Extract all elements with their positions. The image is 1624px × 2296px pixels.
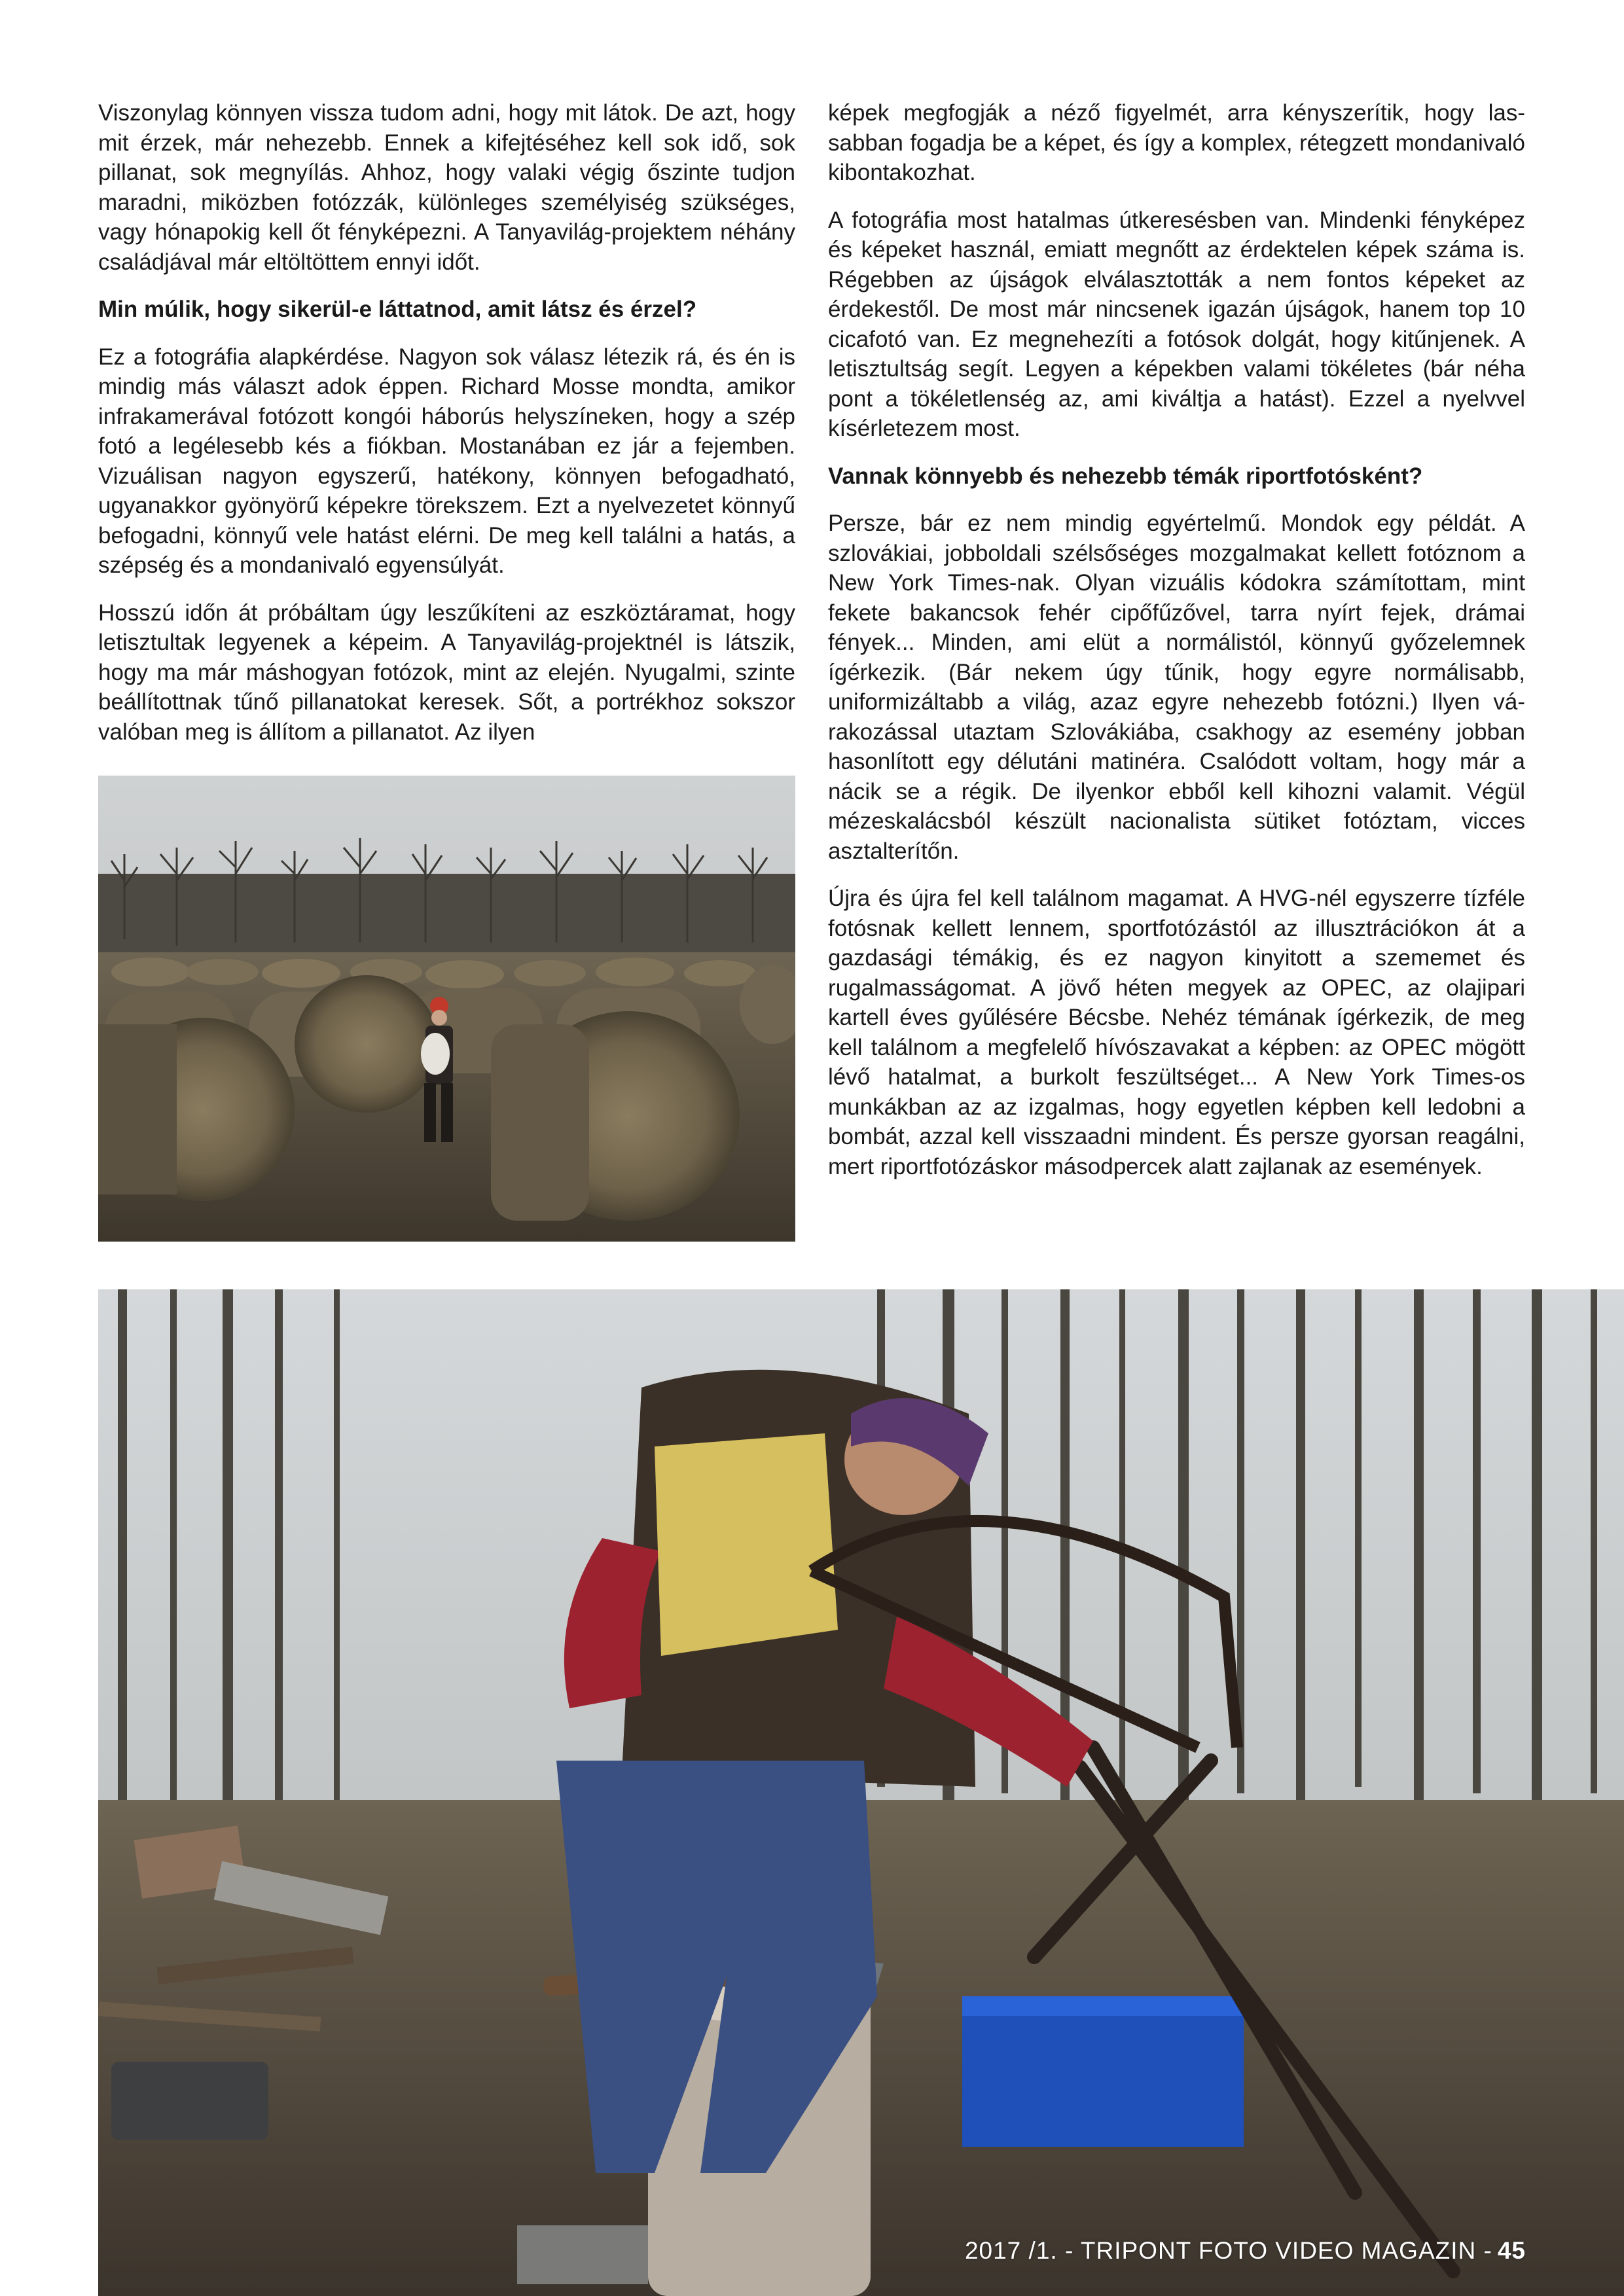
page-number: 45 xyxy=(1497,2237,1526,2264)
body-paragraph: Hosszú időn át próbáltam úgy leszűkíteni az eszköztáramat, hogy letisztultak legyenek a képeim. A Tanyavilág-projektnél is látszik, hogy ma már máshogyan fotózok, mint az elején. Nyugalmi, szinte beállítottnak tűnő pillanatokat keresek. Sőt, a portrékhoz sokszor valóban meg is állítom a pillanatot. Az ilyen xyxy=(98,600,795,745)
issue-label: 2017 /1. - TRIPONT FOTO VIDEO MAGAZIN - xyxy=(964,2237,1492,2264)
body-paragraph: Persze, bár ez nem mindig egyértelmű. Mondok egy példát. A szlovákiai, jobboldali szélsőséges mozgalmakat kellett fotóznom a New York Times-nak. Olyan vizuális kódokra számítottam, mint fekete bakancsok fehér cipőfűzővel, tarra nyírt fejek, drámai fények... Minden, ami elüt a normálistól, könnyű győzelemnek ígérkezik. (Bár nekem úgy tűnik, hogy egyre normálisabb, uniformizáltabb a világ, azaz egyre nehezebb fotózni.) Ilyen várakozással utaztam Szlovákiába, csakhogy az esemény jobban hasonlított egy délutáni matinéra. Csalódott voltam, hogy már a nácik se a régik. De ilyenkor ebből kell kihozni valamit. Végül mézeskalácsból készült nacionalista sütiket fotóztam, vicces asztalterítőn. xyxy=(828,511,1525,864)
body-paragraph: A fotográfia most hatalmas útkeresésben van. Mindenki fényképez és képeket használ, emiatt megnőtt az érdektelen képek száma is. Régebben az újságok elválasztották a nem fontos képeket az érdekestől. De most már nincsenek igazán újságok, hanem top 10 cicafotó van. Ez megnehezíti a fotósok dolgát, hogy kitűnjenek. A letisztultság segít. Legyen a képekben valami tökéletes (bár néha pont a tökéletlenség az, ami kiváltja a hatást). Ezzel a nyelvvel kísérletezem most. xyxy=(828,207,1525,441)
hay-bales-photo xyxy=(98,776,795,1242)
body-paragraph: Ez a fotográfia alapkérdése. Nagyon sok válasz létezik rá, és én is mindig más választ adok éppen. Richard Mosse mondta, amikor infrakamerával fotózott kongói háborús helyszíneken, hogy a szép fotó a legélesebb kés a fiókban. Mostanában ez jár a fejemben. Vizuálisan nagyon egyszerű, hatékony, könnyen befogadható, ugyanakkor gyönyörű képekre törekszem. Ezt a nyelvezetet könnyű befogadni, könnyű vele hatást elérni. De meg kell találni a hatás, a szépség és a mondanivaló egyensúlyát. xyxy=(98,344,795,578)
body-paragraph: képek megfogják a néző figyelmét, arra kényszerítik, hogy lassabban fogadja be a képet, és így a komplex, rétegzett mondanivaló kibontakozhat. xyxy=(828,100,1525,185)
interview-question: Min múlik, hogy sikerül-e láttatnod, amit látsz és érzel? xyxy=(98,296,697,322)
left-text-column xyxy=(98,98,795,764)
body-paragraph: Újra és újra fel kell találnom magamat. A HVG-nél egyszerre tízféle fotósnak kellett lennem, sportfotózástól az illusztrációkon át a gazdasági témákig, és ez nagyon kinyitott a szememet és rugalmasságomat. A jövő héten megyek az OPEC, az olajipari kartell éves gyűlésére Bécsbe. Nehéz témának ígérkezik, de meg kell találnom a megfelelő hívószavakat a képben: az OPEC mögött lévő hatalmat, a burkolt feszültséget... A New York Times-os munkákban az az izgalmas, hogy egyetlen képben kell ledobni a bombát, azzal kell visszaadni mindent. És persze gyorsan reagálni, mert riportfotózáskor másodpercek alatt zajlanak az események. xyxy=(828,886,1525,1179)
interview-question: Vannak könnyebb és nehezebb témák riportfotósként? xyxy=(828,463,1423,489)
blue-crate xyxy=(962,1996,1244,2147)
right-text-column xyxy=(828,98,1525,1199)
body-paragraph: Viszonylag könnyen vissza tudom adni, hogy mit látok. De azt, hogy mit érzek, már nehezebb. Ennek a kifejtéséhez kell sok idő, sok pillanat, sok megnyílás. Ahhoz, hogy valaki végig őszinte tudjon maradni, miközben fotózzák, különleges személyiség szükséges, vagy hónapokig kell őt fényképezni. A Tanyavilág-projektem néhány családjával már eltöltöttem ennyi időt. xyxy=(98,100,795,275)
sawing-wood-illustration xyxy=(98,1289,1624,2296)
hay-bales-illustration xyxy=(98,776,795,1242)
woman-sawing-wood-photo xyxy=(98,1289,1624,2296)
page-footer xyxy=(965,2237,1526,2265)
